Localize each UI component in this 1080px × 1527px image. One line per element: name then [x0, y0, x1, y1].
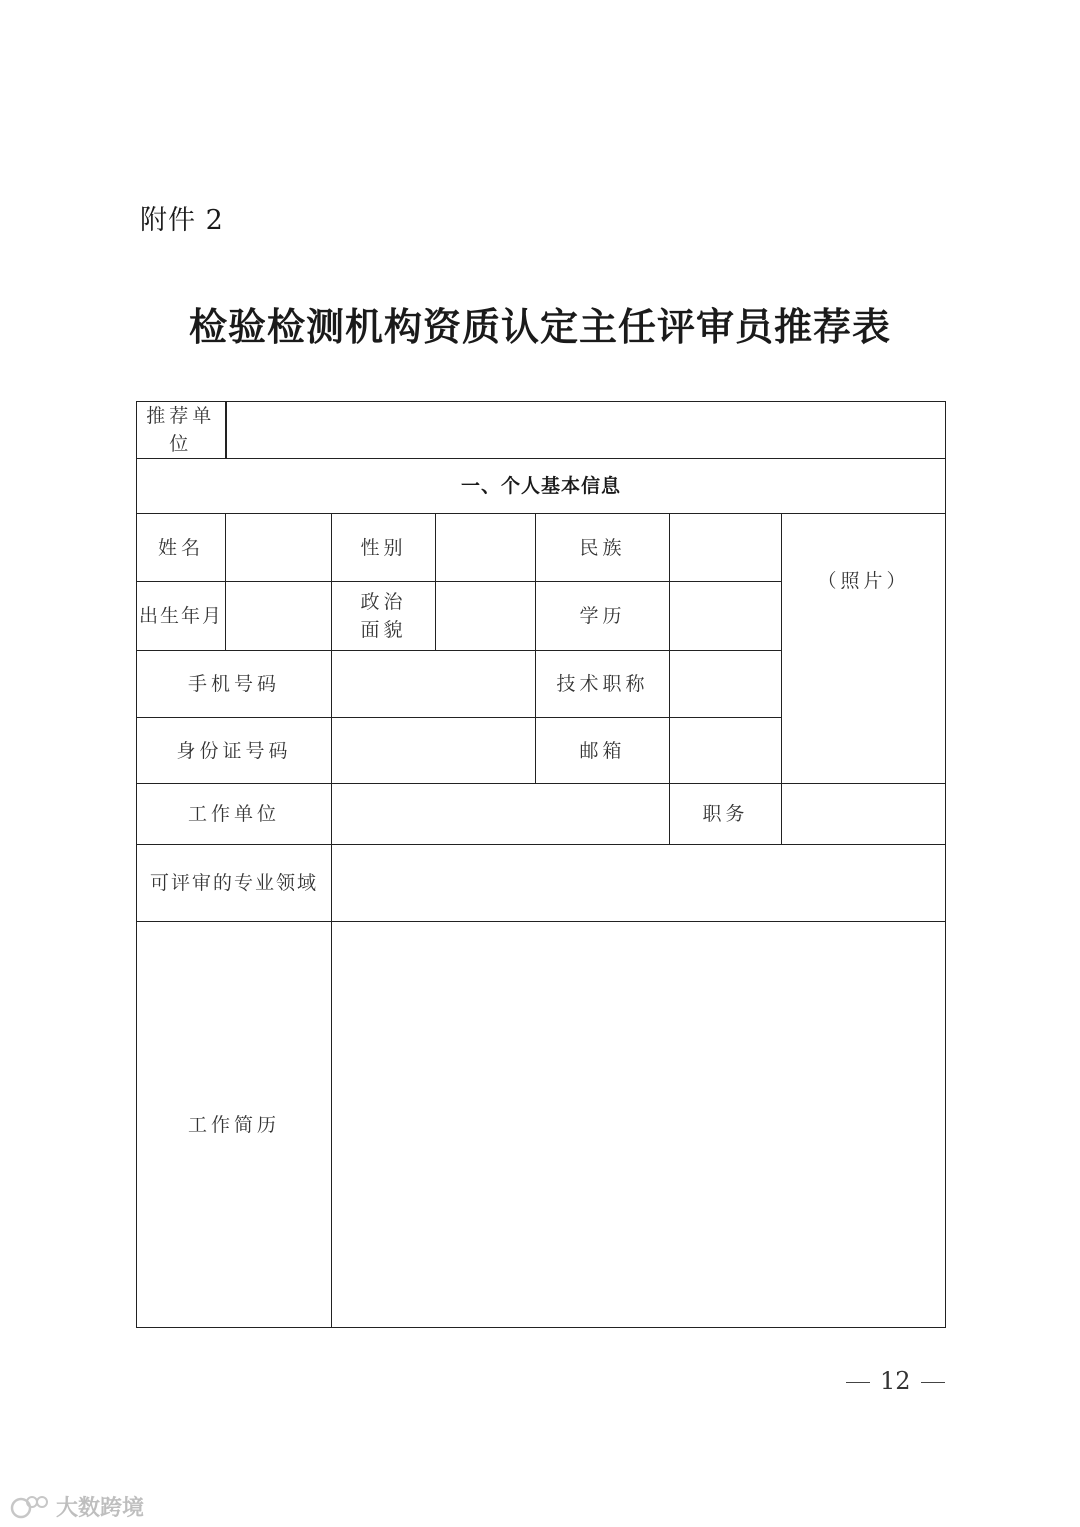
phone-label: 手机号码	[137, 651, 332, 718]
ethnicity-field[interactable]	[670, 514, 782, 582]
page-number-dash-right	[921, 1382, 945, 1383]
gender-field[interactable]	[436, 514, 536, 582]
gender-label: 性别	[332, 514, 436, 582]
birth-label: 出生年月	[137, 582, 226, 651]
review-field-input[interactable]	[332, 845, 946, 922]
document-title: 检验检测机构资质认定主任评审员推荐表	[188, 305, 891, 349]
id-number-field[interactable]	[332, 718, 536, 784]
page-number	[836, 1367, 955, 1395]
position-field[interactable]	[782, 784, 946, 845]
education-field[interactable]	[670, 582, 782, 651]
attachment-label: 附件 2	[140, 205, 224, 236]
work-resume-field[interactable]	[332, 922, 946, 1328]
tech-title-field[interactable]	[670, 651, 782, 718]
position-label: 职务	[670, 784, 782, 845]
id-number-label: 身份证号码	[137, 718, 332, 784]
birth-field[interactable]	[226, 582, 332, 651]
ethnicity-label: 民族	[536, 514, 670, 582]
work-unit-label: 工作单位	[137, 784, 332, 845]
row-recommend-unit	[137, 402, 946, 459]
row-work-unit	[137, 784, 946, 845]
page-number-value: 12	[880, 1367, 911, 1395]
row-section-basic	[137, 459, 946, 514]
tech-title-label: 技术职称	[536, 651, 670, 718]
name-field[interactable]	[226, 514, 332, 582]
watermark-text: 大数跨境	[56, 1496, 145, 1521]
row-review-field	[137, 845, 946, 922]
work-unit-field[interactable]	[332, 784, 670, 845]
political-status-label: 政治 面貌	[332, 582, 436, 651]
review-field-label: 可评审的专业领域	[137, 845, 332, 922]
email-field[interactable]	[670, 718, 782, 784]
row-resume	[137, 922, 946, 1328]
photo-placeholder-label: （照片）	[817, 569, 910, 592]
page-number-dash-left	[846, 1382, 870, 1383]
photo-box[interactable]	[782, 514, 946, 784]
education-label: 学历	[536, 582, 670, 651]
phone-field[interactable]	[332, 651, 536, 718]
section-basic-info-heading: 一、个人基本信息	[137, 459, 946, 514]
row-name	[137, 514, 946, 582]
work-resume-label: 工作简历	[137, 922, 332, 1328]
recommend-unit-label: 推荐单位	[137, 402, 226, 459]
recommendation-form-table	[136, 401, 946, 1328]
recommend-unit-field[interactable]	[226, 402, 946, 459]
political-status-field[interactable]	[436, 582, 536, 651]
name-label: 姓名	[137, 514, 226, 582]
email-label: 邮箱	[536, 718, 670, 784]
watermark-logo-icon	[10, 1493, 50, 1521]
watermark	[10, 1491, 144, 1522]
